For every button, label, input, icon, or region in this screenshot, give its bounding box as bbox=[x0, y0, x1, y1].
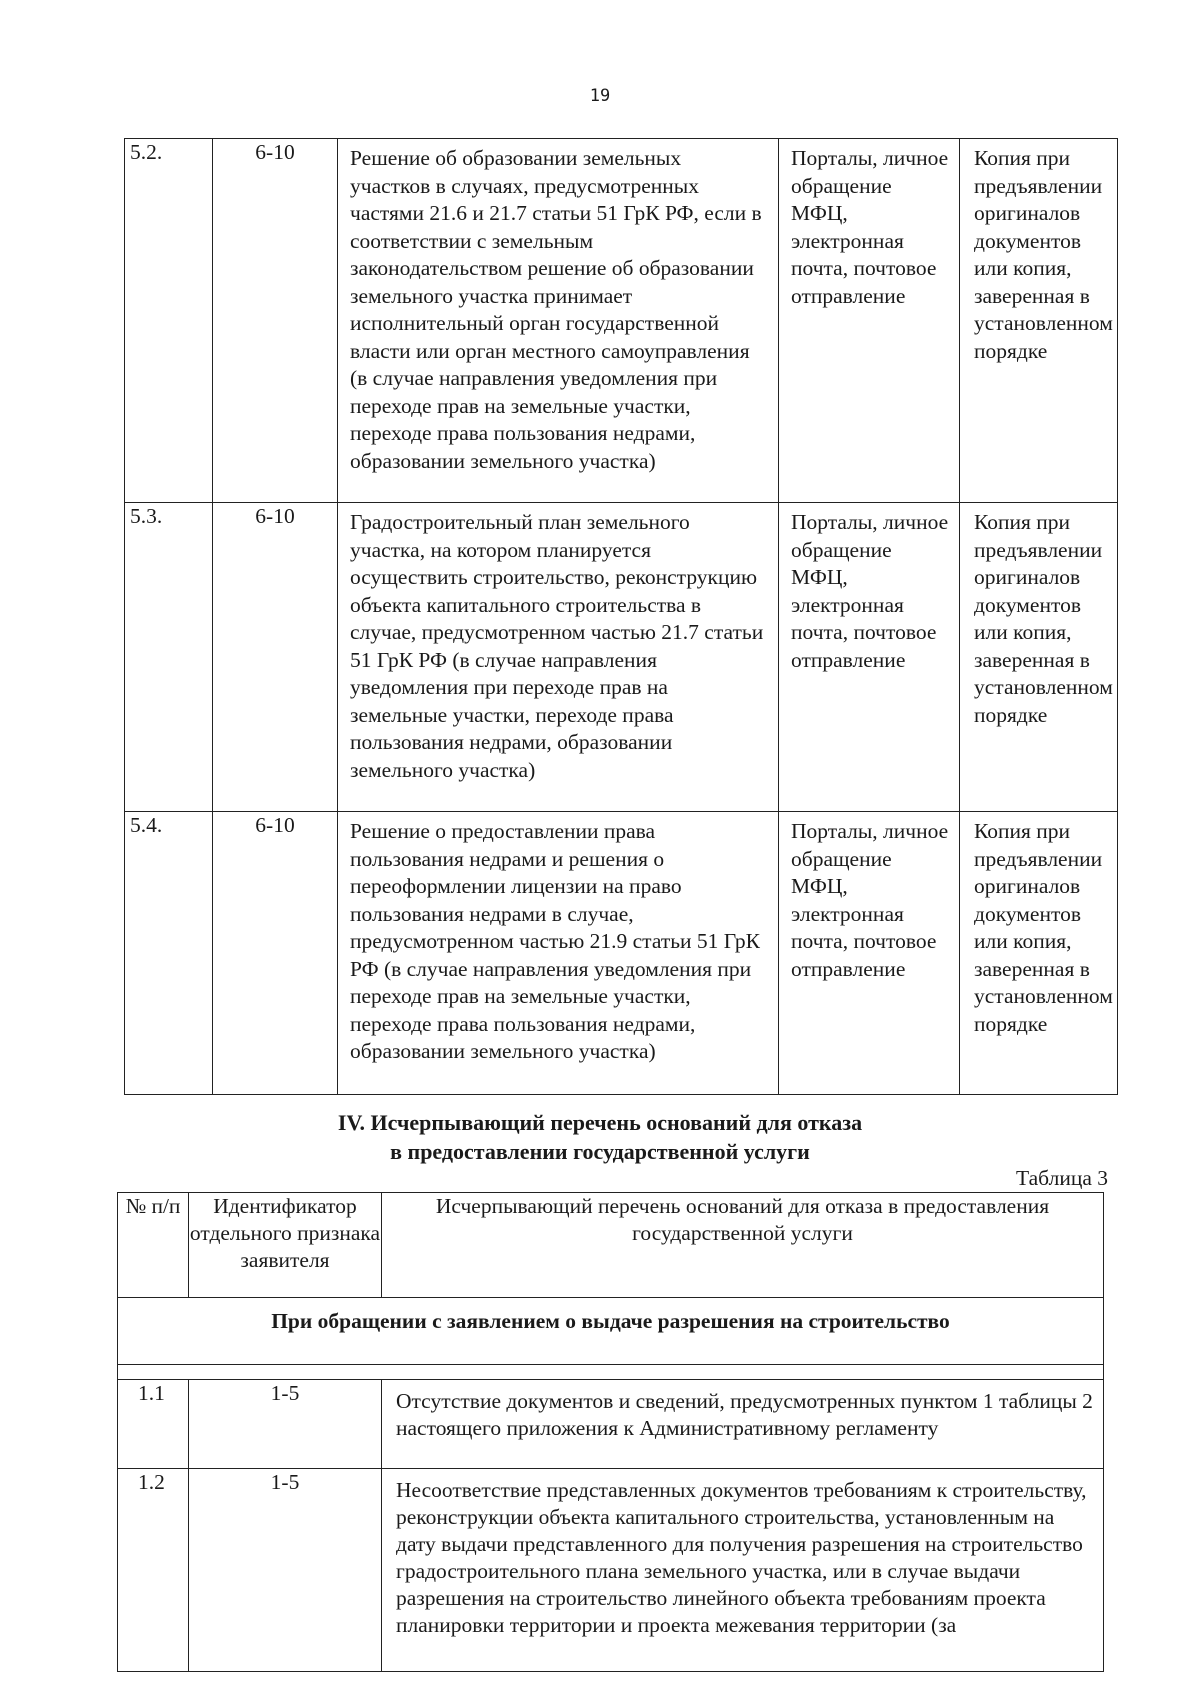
spacer-row bbox=[118, 1365, 1104, 1380]
row-number: 1.2 bbox=[118, 1469, 189, 1672]
section-title-line: IV. Исчерпывающий перечень оснований для отказа bbox=[337, 1110, 863, 1135]
applicant-id: 6-10 bbox=[213, 503, 338, 812]
table-row bbox=[125, 139, 1118, 503]
group-row bbox=[118, 1298, 1104, 1365]
section-title bbox=[0, 1108, 1200, 1166]
row-number: 5.2. bbox=[125, 139, 213, 503]
applicant-id: 1-5 bbox=[189, 1380, 382, 1469]
page-number: 19 bbox=[589, 86, 611, 106]
row-number: 5.4. bbox=[125, 812, 213, 1095]
document-form: Копия при предъявлении оригиналов документов или копия, заверенная в установленном порядке bbox=[960, 139, 1118, 503]
submission-method: Порталы, личное обращение МФЦ, электронная почта, почтовое отправление bbox=[779, 503, 960, 812]
section-title-line: в предоставлении государственной услуги bbox=[390, 1139, 810, 1164]
row-number: 5.3. bbox=[125, 503, 213, 812]
table-row bbox=[118, 1469, 1104, 1672]
table-caption: Таблица 3 bbox=[1016, 1166, 1108, 1190]
document-form: Копия при предъявлении оригиналов документов или копия, заверенная в установленном порядке bbox=[960, 812, 1118, 1095]
document-name: Решение о предоставлении права пользования недрами и решения о переоформлении лицензии на право пользования недрами в случае, предусмотренном частью 21.9 статьи 51 ГрК РФ (в случае направления уведомления при переходе прав на земельные участки, переходе права пользования недрами, образовании земельного участка) bbox=[338, 812, 779, 1095]
group-heading: При обращении с заявлением о выдаче разрешения на строительство bbox=[118, 1298, 1104, 1365]
applicant-id: 1-5 bbox=[189, 1469, 382, 1672]
header-refusal-list: Исчерпывающий перечень оснований для отказа в предоставления государственной услуги bbox=[382, 1193, 1104, 1298]
submission-method: Порталы, личное обращение МФЦ, электронная почта, почтовое отправление bbox=[779, 139, 960, 503]
refusal-grounds-table bbox=[117, 1192, 1104, 1672]
applicant-id: 6-10 bbox=[213, 139, 338, 503]
submission-method: Порталы, личное обращение МФЦ, электронная почта, почтовое отправление bbox=[779, 812, 960, 1095]
row-number: 1.1 bbox=[118, 1380, 189, 1469]
document-name: Градостроительный план земельного участка, на котором планируется осуществить строительство, реконструкцию объекта капитального строительства в случае, предусмотренном частью 21.7 статьи 51 ГрК РФ (в случае направления уведомления при переходе прав на земельные участки, переходе права пользования недрами, образовании земельного участка) bbox=[338, 503, 779, 812]
document-form: Копия при предъявлении оригиналов документов или копия, заверенная в установленном порядке bbox=[960, 503, 1118, 812]
table-row bbox=[125, 503, 1118, 812]
table-header-row bbox=[118, 1193, 1104, 1298]
document-name: Решение об образовании земельных участков в случаях, предусмотренных частями 21.6 и 21.7 статьи 51 ГрК РФ, если в соответствии с земельным законодательством решение об образовании земельного участка принимает исполнительный орган государственной власти или орган местного самоуправления (в случае направления уведомления при переходе прав на земельные участки, переходе права пользования недрами, образовании земельного участка) bbox=[338, 139, 779, 503]
header-applicant-id: Идентификатор отдельного признака заявителя bbox=[189, 1193, 382, 1298]
refusal-ground: Несоответствие представленных документов требованиям к строительству, реконструкции объекта капитального строительства, установленным на дату выдачи представленного для получения разрешения на строительство градостроительного плана земельного участка, или в случае выдачи разрешения на строительство линейного объекта требованиям проекта планировки территории и проекта межевания территории (за bbox=[382, 1469, 1104, 1672]
table-row bbox=[125, 812, 1118, 1095]
documents-table bbox=[124, 138, 1118, 1095]
header-number: № п/п bbox=[118, 1193, 189, 1298]
table-row bbox=[118, 1380, 1104, 1469]
spacer-cell bbox=[118, 1365, 1104, 1380]
refusal-ground: Отсутствие документов и сведений, предусмотренных пунктом 1 таблицы 2 настоящего приложения к Административному регламенту bbox=[382, 1380, 1104, 1469]
applicant-id: 6-10 bbox=[213, 812, 338, 1095]
